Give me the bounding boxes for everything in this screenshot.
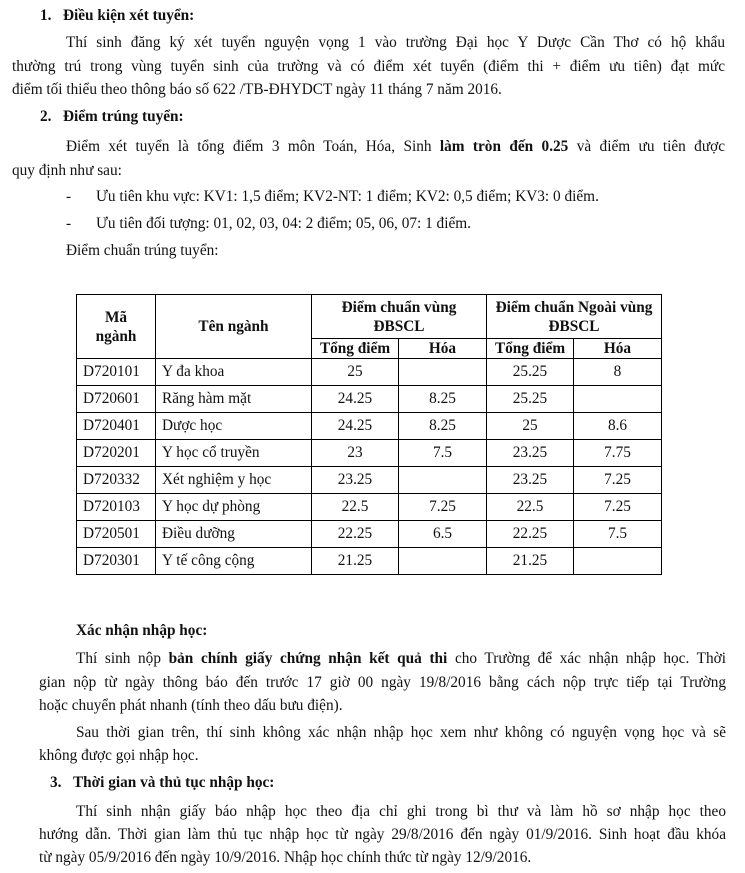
section-3-line-2: hướng dẫn. Thời gian làm thủ tục nhập học từ ngày 29/8/2016 đến ngày 01/9/2016. Sinh hoạt đầu khóa	[39, 826, 726, 843]
cell-out-total: 22.25	[487, 521, 574, 548]
cell-name: Y học dự phòng	[156, 494, 312, 521]
cell-name: Y học cổ truyền	[156, 440, 312, 467]
section-2-line-1	[66, 137, 725, 157]
confirm-p1-pre: Thí sinh nộp	[76, 650, 169, 667]
table-row	[77, 494, 662, 521]
section-1-heading	[40, 6, 194, 26]
section-3-number: 3.	[50, 774, 62, 791]
cell-name: Xét nghiệm y học	[156, 467, 312, 494]
confirm-p2-line-1: Sau thời gian trên, thí sinh không xác nhận nhập học xem như không có nguyện vọng học và sẽ	[76, 724, 726, 741]
cell-out-chem	[574, 386, 662, 413]
cell-in-chem: 8.25	[399, 386, 487, 413]
header-group-out: Điểm chuẩn Ngoài vùng ĐBSCL	[487, 295, 662, 339]
cell-name: Điều dưỡng	[156, 521, 312, 548]
bullet-text-1: Ưu tiên khu vực: KV1: 1,5 điểm; KV2-NT: 1 điểm; KV2: 0,5 điểm; KV3: 0 điểm.	[96, 188, 599, 205]
bullet-dash: -	[66, 188, 72, 205]
cell-out-total: 22.5	[487, 494, 574, 521]
cell-out-chem	[574, 548, 662, 575]
cell-in-total: 24.25	[312, 386, 399, 413]
cell-out-chem: 8	[574, 359, 662, 386]
cell-out-chem: 8.6	[574, 413, 662, 440]
cell-in-total: 24.25	[312, 413, 399, 440]
table-row	[77, 440, 662, 467]
cell-name: Dược học	[156, 413, 312, 440]
section-3-title: Thời gian và thủ tục nhập học:	[72, 774, 275, 791]
section-3-heading	[50, 773, 274, 793]
confirm-p1-line-3: hoặc chuyển phát nhanh (tính theo dấu bưu điện).	[39, 697, 343, 714]
section-2-heading	[40, 107, 184, 127]
section-2-line-1-pre: Điểm xét tuyển là tổng điểm 3 môn Toán, Hóa, Sinh	[66, 138, 440, 155]
confirm-p1-bold: bản chính giấy chứng nhận kết quả thi	[168, 650, 448, 667]
section-2-line-2: quy định như sau:	[12, 162, 122, 179]
cell-out-chem: 7.25	[574, 467, 662, 494]
cell-out-total: 23.25	[487, 440, 574, 467]
cell-in-chem: 7.5	[399, 440, 487, 467]
header-code: Mã ngành	[77, 295, 156, 359]
cell-out-total: 21.25	[487, 548, 574, 575]
bullet-dash: -	[66, 215, 72, 232]
cell-code: D720103	[77, 494, 156, 521]
section-3-line-3: từ ngày 05/9/2016 đến ngày 10/9/2016. Nhập học chính thức từ ngày 12/9/2016.	[39, 849, 532, 866]
section-1-title: Điều kiện xét tuyển:	[62, 7, 195, 24]
table-row	[77, 467, 662, 494]
header-in-chem: Hóa	[399, 339, 487, 359]
table-row	[77, 386, 662, 413]
cell-in-total: 25	[312, 359, 399, 386]
header-in-total: Tổng điểm	[312, 339, 399, 359]
confirm-p1-line-1	[76, 649, 726, 669]
cell-code: D720201	[77, 440, 156, 467]
table-row	[77, 413, 662, 440]
cell-in-total: 22.25	[312, 521, 399, 548]
section-1-number: 1.	[40, 7, 52, 24]
header-out-total: Tổng điểm	[487, 339, 574, 359]
header-name: Tên ngành	[156, 295, 312, 359]
section-2-title: Điểm trúng tuyển:	[62, 108, 184, 125]
confirm-heading: Xác nhận nhập học:	[76, 622, 208, 639]
cell-out-total: 25.25	[487, 386, 574, 413]
section-1-line-1: Thí sinh đăng ký xét tuyển nguyện vọng 1 vào trường Đại học Y Dược Cần Thơ có hộ khẩu	[66, 34, 725, 51]
cell-code: D720501	[77, 521, 156, 548]
cell-out-chem: 7.25	[574, 494, 662, 521]
bullet-item-2	[66, 214, 471, 234]
bullet-text-2: Ưu tiên đối tượng: 01, 02, 03, 04: 2 điểm; 05, 06, 07: 1 điểm.	[96, 215, 471, 232]
section-3-line-1: Thí sinh nhận giấy báo nhập học theo địa chỉ ghi trong bì thư và làm hồ sơ nhập học theo	[76, 803, 726, 820]
section-2-line-1-bold: làm tròn đến 0.25	[439, 138, 569, 155]
cell-code: D720101	[77, 359, 156, 386]
cell-in-chem: 6.5	[399, 521, 487, 548]
bullet-item-1	[66, 187, 599, 207]
section-2-number: 2.	[40, 108, 52, 125]
cell-in-chem	[399, 467, 487, 494]
confirm-p2-line-2: không được gọi nhập học.	[39, 747, 199, 764]
cell-name: Y tế công cộng	[156, 548, 312, 575]
section-2-line-1-post: và điểm ưu tiên được	[568, 138, 725, 155]
cell-in-total: 21.25	[312, 548, 399, 575]
section-1-line-3: điểm tối thiểu theo thông báo số 622 /TB-ĐHYDCT ngày 11 tháng 7 năm 2016.	[12, 81, 502, 98]
header-group-in: Điểm chuẩn vùng ĐBSCL	[312, 295, 487, 339]
cell-in-chem	[399, 548, 487, 575]
admission-score-table	[76, 294, 662, 575]
table-row	[77, 548, 662, 575]
cell-in-chem	[399, 359, 487, 386]
cell-out-total: 25	[487, 413, 574, 440]
table-row	[77, 521, 662, 548]
cell-in-chem: 7.25	[399, 494, 487, 521]
cell-out-chem: 7.75	[574, 440, 662, 467]
cell-in-chem: 8.25	[399, 413, 487, 440]
cell-out-total: 23.25	[487, 467, 574, 494]
cell-code: D720301	[77, 548, 156, 575]
cell-code: D720601	[77, 386, 156, 413]
header-out-chem: Hóa	[574, 339, 662, 359]
section-1-line-2: thường trú trong vùng tuyển sinh của trường và có điểm xét tuyển (điểm thi + điểm ưu tiên) đạt mức	[12, 58, 725, 75]
confirm-p1-line-2: gian nộp từ ngày thông báo đến trước 17 giờ 00 ngày 19/8/2016 bằng cách nộp trực tiếp tại Trường	[39, 674, 726, 691]
cell-out-chem: 7.5	[574, 521, 662, 548]
confirm-p1-post: cho Trường để xác nhận nhập học. Thời	[447, 650, 726, 667]
cell-name: Y đa khoa	[156, 359, 312, 386]
cell-name: Răng hàm mặt	[156, 386, 312, 413]
cell-in-total: 22.5	[312, 494, 399, 521]
table-intro: Điểm chuẩn trúng tuyển:	[66, 242, 219, 259]
cell-in-total: 23.25	[312, 467, 399, 494]
table-row	[77, 359, 662, 386]
cell-code: D720401	[77, 413, 156, 440]
cell-in-total: 23	[312, 440, 399, 467]
cell-code: D720332	[77, 467, 156, 494]
cell-out-total: 25.25	[487, 359, 574, 386]
